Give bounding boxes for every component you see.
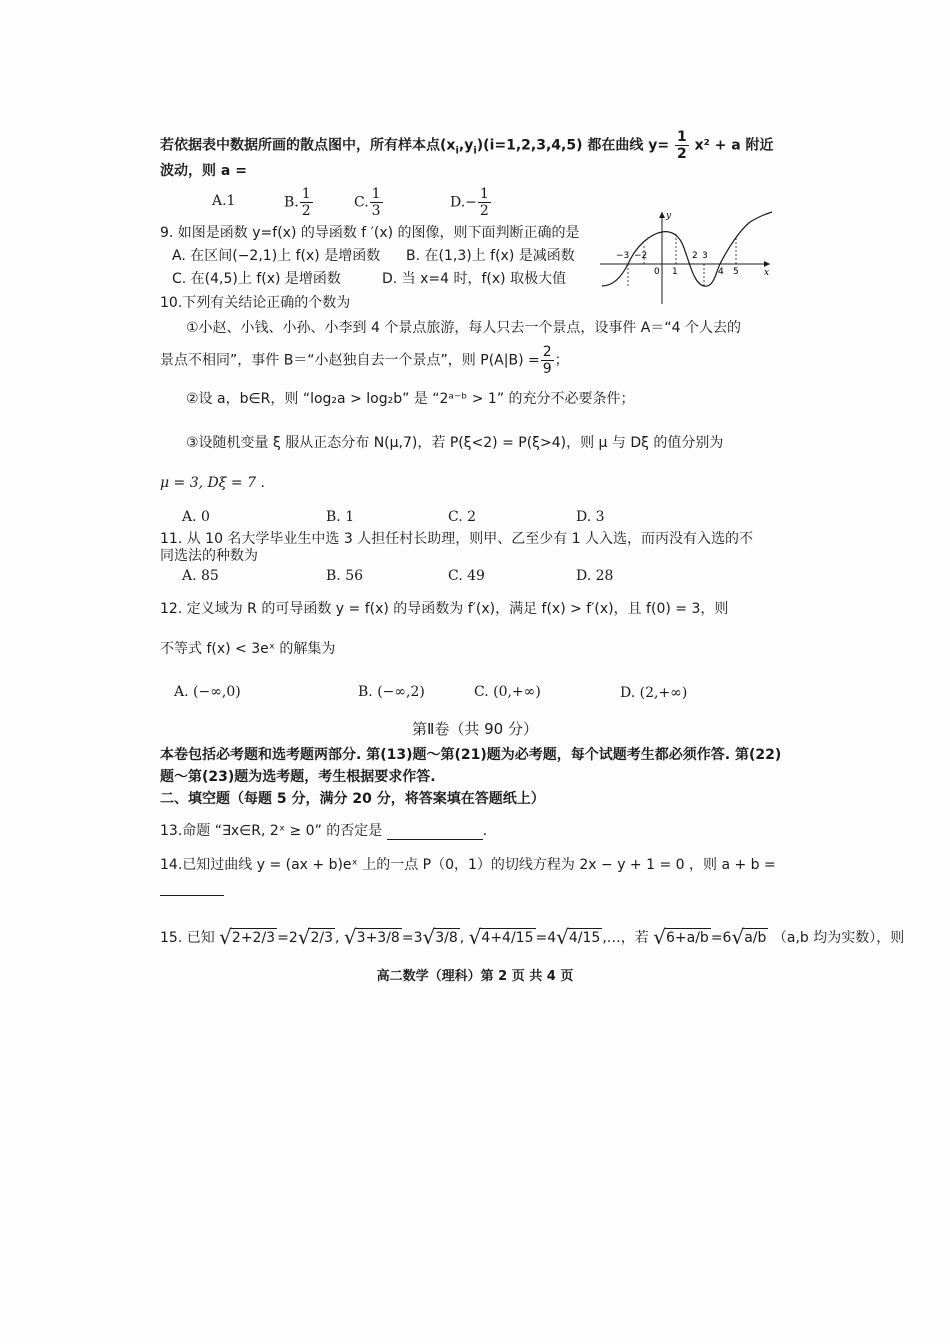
page-footer: 高二数学（理科）第 2 页 共 4 页: [376, 969, 574, 984]
q12-stem: 12. 定义域为 R 的可导函数 y = f(x) 的导函数为 f′(x)，满足 f(x) > f′(x)，且 f(0) = 3，则: [160, 601, 729, 617]
section-heading-fill-in: 二、填空题（每题 5 分，满分 20 分，将答案填在答题纸上）: [160, 791, 545, 807]
q12-option-c: C. (0,+∞): [474, 684, 541, 700]
tick-label-3: 3: [702, 251, 708, 261]
q9-option-a: A. 在区间(−2,1)上 f(x) 是增函数: [172, 248, 381, 264]
part2-title: 第Ⅱ卷（共 90 分）: [411, 720, 538, 738]
q15-term4-root: a/b: [744, 930, 767, 946]
q12-option-b: B. (−∞,2): [358, 684, 425, 700]
q9-option-b: B. 在(1,3)上 f(x) 是减函数: [406, 248, 575, 264]
q9-stem: 9. 如图是函数 y=f(x) 的导函数 f ′(x) 的图像，则下面判断正确的是: [160, 225, 580, 241]
q10-item3-values: μ = 3, Dξ = 7 .: [160, 475, 265, 491]
q14-answer-blank[interactable]: [160, 881, 224, 896]
q9-option-c: C. 在(4,5)上 f(x) 是增函数: [172, 271, 341, 287]
q15-term3-radicand: 4+4/15: [481, 930, 534, 946]
q15-term4-radicand: 6+a/b: [666, 930, 709, 946]
q11-stem: 11. 从 10 名大学毕业生中选 3 人担任村长助理，则甲、乙至少有 1 人入选，而丙没有入选的不: [160, 531, 754, 547]
derivative-curve: [602, 212, 772, 286]
q8-line1: 若依据表中数据所画的散点图中，所有样本点$(x_i,y_i)(i=1,2,3,4,5)$ 都在曲线 y= $\frac{1}{2}$ x² + a 附近: [160, 129, 774, 162]
q14-answer-blank-row: [160, 878, 224, 896]
graph-label-y: y: [666, 211, 672, 221]
q10-item1-line1: ①小赵、小钱、小孙、小李到 4 个景点旅游，每人只去一个景点，设事件 A＝“4 个人去的: [186, 320, 741, 336]
q12-option-d: D. (2,+∞): [620, 685, 688, 701]
graph-label-origin: 0: [654, 267, 660, 277]
q15-term3-root: 4/15: [568, 930, 601, 946]
q10-option-d: D. 3: [576, 509, 605, 525]
q11-option-d: D. 28: [576, 568, 614, 584]
q8-option-c: C. $\frac{1}{3}$: [354, 186, 381, 219]
q10-item1-line2: 景点不相同”，事件 B＝“小赵独自去一个景点”，则 P(A|B) = $\frac{2}{9}$ ；: [160, 344, 569, 377]
tick-label-neg2: −2: [634, 251, 648, 261]
q13-answer-blank[interactable]: [387, 825, 483, 840]
q15-term1-root: 2/3: [310, 930, 334, 946]
q11-option-b: B. 56: [326, 568, 364, 584]
q11-stem-2: 同选法的种数为: [160, 548, 258, 564]
derivative-graph: [600, 208, 772, 304]
q10-option-b: B. 1: [326, 509, 355, 525]
q12-stem-2: 不等式 f(x) < 3eˣ 的解集为: [160, 641, 336, 657]
q10-option-c: C. 2: [448, 509, 477, 525]
q15-term2-radicand: 3+3/8: [356, 930, 400, 946]
q11-option-c: C. 49: [448, 568, 485, 584]
q12-option-a: A. (−∞,0): [174, 684, 241, 700]
q8-fraction: $\frac{1}{2}$: [676, 129, 687, 162]
q10-item3: ③设随机变量 ξ 服从正态分布 N(μ,7)，若 P(ξ<2) = P(ξ>4)，则 μ 与 Dξ 的值分别为: [186, 435, 724, 451]
q8-option-a: A.1: [212, 193, 236, 209]
tick-label-neg3: −3: [616, 251, 630, 261]
tick-label-4: 4: [718, 267, 724, 277]
part2-intro-line2: 题～第(23)题为选考题，考生根据要求作答.: [160, 769, 436, 785]
tick-label-5: 5: [733, 267, 739, 277]
q10-option-a: A. 0: [182, 509, 210, 525]
q9-option-d: D. 当 x=4 时，f(x) 取极大值: [382, 271, 567, 287]
y-axis-arrow: [659, 212, 665, 218]
part2-intro-line1: 本卷包括必考题和选考题两部分. 第(13)题～第(21)题为必考题，每个试题考生都必须作答. 第(22): [160, 747, 782, 763]
q15: 15. 已知 √2+2/3 =2√2/3 , √3+3/8 =3√3/8 , √4+4/15 =4√4/15 ,…，若 √6+a/b =6√a/b （a,b 均为实数），则: [160, 925, 905, 949]
q15-term2-root: 3/8: [435, 930, 458, 946]
q11-option-a: A. 85: [182, 568, 219, 584]
tick-label-1: 1: [672, 267, 678, 277]
q10-stem: 10.下列有关结论正确的个数为: [160, 295, 351, 311]
tick-label-2: 2: [692, 251, 698, 261]
q13: 13.命题 “∃x∈R, 2ˣ ≥ 0” 的否定是 .: [160, 823, 488, 839]
q14: 14.已知过曲线 y = (ax + b)eˣ 上的一点 P（0，1）的切线方程为 2x − y + 1 = 0 ，则 a + b =: [160, 857, 776, 873]
x-axis-arrow: [764, 261, 770, 267]
q15-term1-radicand: 2+2/3: [231, 930, 276, 946]
q8-option-d: D.− $\frac{1}{2}$: [450, 186, 489, 219]
q8-option-b: B. $\frac{1}{2}$: [284, 186, 311, 219]
graph-label-x: x: [764, 268, 770, 278]
q8-line2: 波动，则 a =: [160, 163, 247, 179]
q10-item2: ②设 a，b∈R，则 “log₂a > log₂b” 是 “2ᵃ⁻ᵇ > 1” 的充分不必要条件；: [186, 391, 635, 407]
